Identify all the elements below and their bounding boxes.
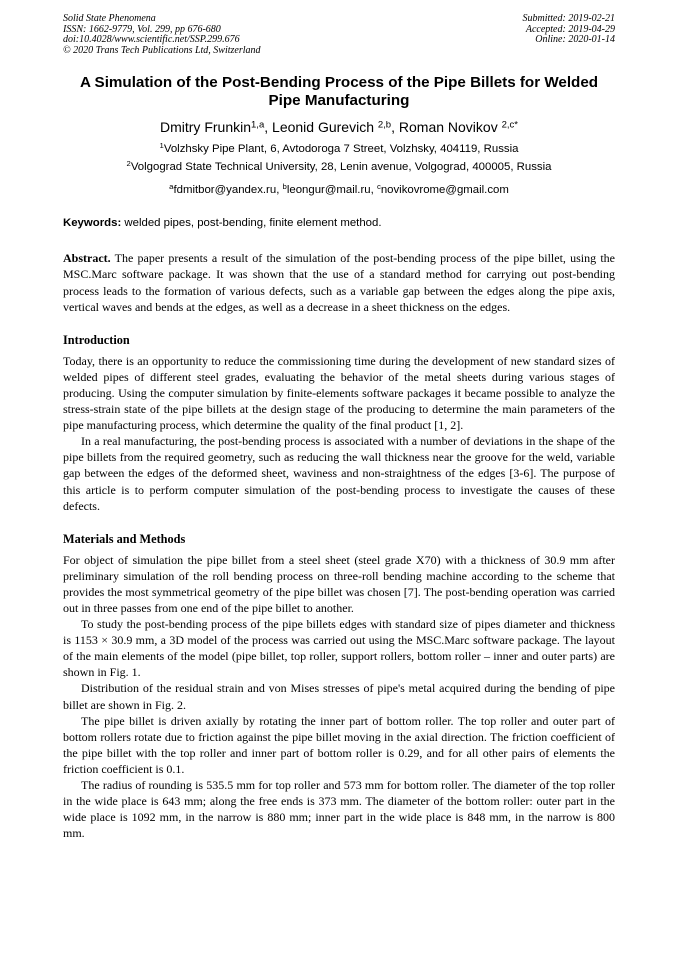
abstract-text: The paper presents a result of the simulation of the post-bending process of the pipe billet, using the MSC.Marc software package. It was shown that the use of a standard method for carrying out post-bending process leads to the formation of various defects, such as a variable gap between the edges along the pipe axis, vertical waves and bends at the edges, as well as a decrease in a sheet thickness on the edges. <box>63 251 615 314</box>
email-link[interactable]: fdmitbor@yandex.ru <box>173 184 277 197</box>
section-heading-introduction: Introduction <box>63 332 130 347</box>
email-marker: b <box>282 182 287 192</box>
keywords-text: welded pipes, post-bending, finite element method. <box>121 217 382 230</box>
author-affiliation-marker: 1,a <box>251 119 265 131</box>
author-name: Dmitry Frunkin <box>160 119 252 136</box>
submitted-date: Submitted: 2019-02-21 <box>522 13 615 24</box>
methods-paragraph: Distribution of the residual strain and von Mises stresses of pipe's metal acquired during the bending of pipe billet are shown in Fig. 2. <box>63 681 615 712</box>
author-list: Dmitry Frunkin$^{1,a}$, Leonid Gurevich $^{2,b}$, Roman Novikov $^{2,c*}$ <box>160 119 518 136</box>
paper-title: A Simulation of the Post-Bending Process of the Pipe Billets for Welded Pipe Manufacturing <box>79 74 599 110</box>
email-marker: c <box>376 182 381 192</box>
journal-header <box>63 14 615 56</box>
author-name: Roman Novikov <box>398 119 502 136</box>
author-name: Leonid Gurevich <box>272 119 378 136</box>
affiliation-2 <box>63 160 615 174</box>
section-heading-materials-methods: Materials and Methods <box>63 531 186 546</box>
accepted-date: Accepted: 2019-04-29 <box>525 23 615 35</box>
publication-dates <box>523 14 616 56</box>
affiliation-text: Volzhsky Pipe Plant, 6, Avtodoroga 7 Street, Volzhsky, 404119, Russia <box>163 143 519 156</box>
journal-name: Solid State Phenomena <box>63 13 156 24</box>
doi-line: doi:10.4028/www.scientific.net/SSP.299.676 <box>63 34 240 46</box>
author-affiliation-marker: 2,c* <box>501 119 518 131</box>
methods-paragraph: For object of simulation the pipe billet from a steel sheet (steel grade X70) with a thickness of 30.9 mm after preliminary simulation of the roll bending process on three-roll bending machine according to the scheme that provides the most symmetrical geometry of the pipe billet was chosen [7]. The post-bending operation was carried out in three passes from one end of the pipe billet to another. <box>63 552 615 615</box>
email-link[interactable]: novikovrome@gmail.com <box>380 184 509 197</box>
email-link[interactable]: leongur@mail.ru <box>286 184 371 197</box>
keywords <box>63 216 615 230</box>
methods-paragraph: The radius of rounding is 535.5 mm for top roller and 573 mm for bottom roller. The diameter of the top roller in the wide place is 643 mm; along the free ends is 373 mm. The diameter of the bottom roller: outer part in the wide place is 1092 mm, in the narrow is 880 mm; inner part in the wide place is 848 mm, in the narrow is 800 mm. <box>63 778 615 841</box>
issn-line: ISSN: 1662-9779, Vol. 299, pp 676-680 <box>63 23 221 35</box>
affiliation-marker: 2 <box>126 159 131 169</box>
copyright-line: © 2020 Trans Tech Publications Ltd, Switzerland <box>63 44 261 56</box>
methods-paragraph: To study the post-bending process of the pipe billets edges with standard size of pipes diameter and thickness is 1153 × 30.9 mm, a 3D model of the process was carried out using the MSC.Marc software package. The layout of the main elements of the model (pipe billet, top roller, support rollers, bottom roller – inner and outer parts) are shown in Fig. 1. <box>63 617 615 680</box>
introduction-paragraph: In a real manufacturing, the post-bending process is associated with a number of deviations in the shape of the pipe billets from the required geometry, such as reducing the wall thickness near the groove for the weld, variable gap between the edges of the deformed sheet, waviness and non-straightness of the edges [3-6]. The purpose of this article is to perform computer simulation of the post-bending process to investigate the causes of these defects. <box>63 434 615 513</box>
keywords-label: Keywords: <box>63 217 122 230</box>
email-list: $^a$fdmitbor@yandex.ru, $^b$leongur@mail.ru, $^c$novikovrome@gmail.com <box>169 182 509 197</box>
journal-info <box>63 14 261 56</box>
affiliation-1 <box>63 142 615 156</box>
affiliation-text: Volgograd State Technical University, 28, Lenin avenue, Volgograd, 400005, Russia <box>130 161 552 174</box>
abstract <box>63 250 615 314</box>
methods-paragraph: The pipe billet is driven axially by rotating the inner part of bottom roller. The top roller and outer part of bottom rollers rotate due to friction against the pipe billet moving in the axial direction. The friction coefficient of the pipe billet with the top roller and inner part of bottom roller is 0.29, and for all other pairs of elements the friction coefficient is 0.1. <box>63 713 615 776</box>
introduction-paragraph: Today, there is an opportunity to reduce the commissioning time during the development of new standard sizes of welded pipes of different steel grades, evaluating the behavior of the metal sheets during various stages of producing. Using the computer simulation by finite-elements software packages it became possible to analyze the stress-strain state of the pipe billets at the design stage of the producing to determine the main parameters of the pipe manufacturing process, which determine the quality of the final product [1, 2]. <box>63 353 615 433</box>
affiliation-marker: 1 <box>159 141 164 151</box>
online-date: Online: 2020-01-14 <box>535 34 615 46</box>
author-affiliation-marker: 2,b <box>377 119 392 131</box>
email-marker: a <box>169 182 174 192</box>
abstract-label: Abstract. <box>63 251 111 266</box>
